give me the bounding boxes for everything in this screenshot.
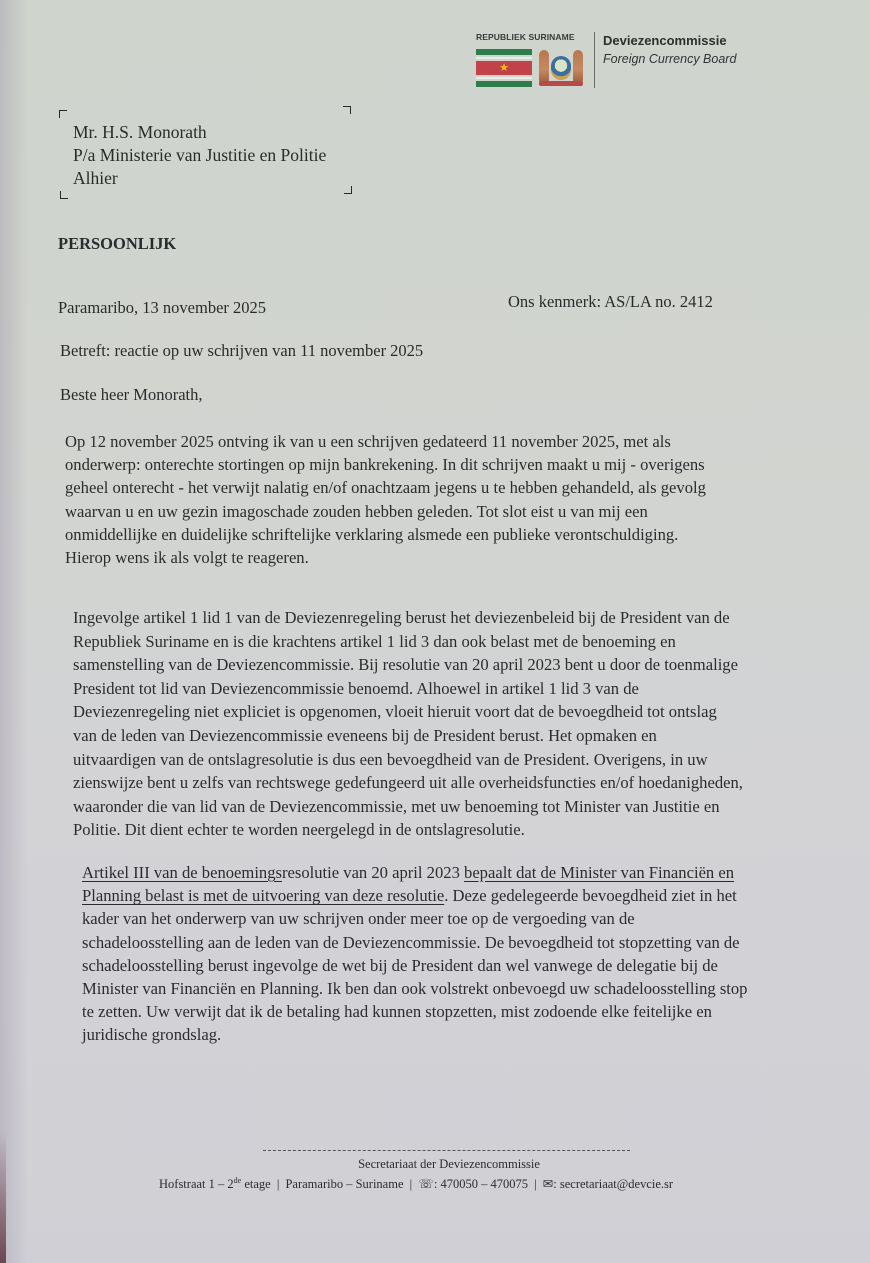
footer-organization [0, 1157, 870, 1172]
paragraph-line: Minister van Financiën en Planning. Ik ben dan ook volstrekt onbevoegd uw schadeloosstelling stop [82, 979, 748, 999]
paragraph-line: schadeloosstelling berust ingevolge de wet bij de President dan wel vanwege de delegatie bij de [82, 955, 718, 975]
paragraph-line [82, 884, 747, 907]
paragraph-line: Op 12 november 2025 ontving ik van u een schrijven gedateerd 11 november 2025, met als [65, 432, 671, 451]
footer-organization-name: Secretariaat der Deviezencommissie [358, 1157, 540, 1171]
letterhead-emblem-block [476, 30, 590, 88]
footer-separator: | [276, 1177, 280, 1192]
paragraph-line: waaronder die van lid van de Deviezencommissie, met uw benoeming tot Minister van Justitie en [73, 796, 720, 816]
footer-separator: | [534, 1177, 537, 1192]
paragraph-line: Ingevolge artikel 1 lid 1 van de Deviezenregeling berust het deviezenbeleid bij de President van de [73, 608, 730, 627]
underlined-text: Artikel III van de benoemings [82, 863, 282, 882]
classification-label: PERSOONLIJK [58, 234, 177, 253]
paragraph-line: geheel onterecht - het verwijt nalatig en/of onachtzaam jegens u te hebben gehandeld, als gevolg [65, 478, 706, 498]
paragraph-line: Politie. Dit dient echter te worden neergelegd in de ontslagresolutie. [73, 820, 525, 840]
paragraph-line: juridische grondslag. [82, 1025, 222, 1045]
recipient-location: Alhier [73, 168, 118, 188]
paragraph-line: van de leden van Deviezencommissie eveneens bij de President berust. Het opmaken en [73, 725, 657, 745]
underlined-text: bepaalt dat de Minister van Financiën en [464, 863, 735, 882]
underlined-text: Planning belast is met de uitvoering van deze resolutie [82, 886, 445, 906]
phone-icon: ☏ [418, 1177, 434, 1192]
subject-line: Betreft: reactie op uw schrijven van 11 november 2025 [60, 341, 424, 360]
paragraph-1 [65, 430, 706, 569]
suriname-coat-of-arms-icon [537, 48, 585, 88]
organization-name: Deviezencommissie [603, 33, 727, 48]
paragraph-2 [73, 606, 743, 842]
paragraph-3 [82, 861, 747, 1047]
paragraph-line: Republiek Suriname en is die krachtens artikel 1 lid 3 dan ook belast met de benoeming en [73, 631, 676, 651]
place-date: Paramaribo, 13 november 2025 [58, 298, 267, 317]
recipient-care-of: P/a Ministerie van Justitie en Politie [73, 145, 327, 165]
letterhead-divider [594, 32, 595, 88]
country-label: REPUBLIEK SURINAME [476, 32, 575, 42]
paragraph-line: Hierop wens ik als volgt te reageren. [65, 548, 309, 568]
footer-floor: etage [241, 1177, 271, 1192]
paragraph-line: President tot lid van Deviezencommissie benoemd. Alhoewel in artikel 1 lid 3 van de [73, 678, 639, 698]
mail-icon: ✉ [542, 1177, 554, 1192]
salutation: Beste heer Monorath, [60, 385, 203, 404]
emblems [476, 48, 590, 88]
paragraph-line: te zetten. Uw verwijt dat ik de betaling had kunnen stopzetten, mist zodoende elke feitelijke en [82, 1002, 712, 1022]
footer-phone: : 470050 – 470075 [433, 1177, 529, 1192]
address-corner-bottom-left-icon [60, 191, 68, 199]
recipient-address [73, 121, 326, 190]
page-shadow [0, 0, 28, 1263]
footer-floor-suffix: de [233, 1176, 242, 1185]
paragraph-line: uitvaardigen van de ontslagresolutie is dus een bevoegdheid van de President. Overigens, in uw [73, 749, 708, 769]
recipient-name: Mr. H.S. Monorath [73, 122, 207, 142]
paragraph-line: zienswijze bent u zelfs van rechtswege gedefungeerd uit alle overheidsfuncties en/of hoedanigheden, [73, 773, 743, 793]
paragraph-line: samenstelling van de Deviezencommissie. Bij resolutie van 20 april 2023 bent u door de toenmalige [73, 655, 738, 675]
footer-divider [263, 1150, 630, 1151]
plain-text: . Deze gedelegeerde bevoegdheid ziet in het [444, 886, 737, 906]
reference-number: Ons kenmerk: AS/LA no. 2412 [508, 292, 713, 311]
footer-separator: | [409, 1177, 413, 1192]
paragraph-line: onmiddellijke en duidelijke schriftelijke verklaring alsmede een publieke verontschuldiging. [65, 524, 679, 544]
background-edge [0, 1133, 6, 1263]
letterhead-organization [603, 30, 736, 68]
suriname-flag-icon: ★ [476, 49, 532, 87]
address-corner-top-right-icon [343, 106, 351, 114]
address-corner-bottom-right-icon [344, 186, 352, 194]
footer-street: Hofstraat 1 – 2 [159, 1177, 234, 1192]
paragraph-line: waarvan u en uw gezin imagoschade zouden hebben geleden. Tot slot eist u van mij een [65, 501, 648, 521]
footer-email: : secretariaat@devcie.sr [553, 1177, 674, 1192]
paragraph-line: Deviezenregeling niet expliciet is opgenomen, vloeit hieruit voort dat de bevoegdheid tot ontslag [73, 702, 717, 722]
paragraph-line: onderwerp: onterechte stortingen op mijn bankrekening. In dit schrijven maakt u mij - overigens [65, 455, 705, 475]
letterhead [476, 30, 736, 88]
organization-name-english: Foreign Currency Board [603, 52, 737, 66]
plain-text: resolutie van 20 april 2023 [281, 863, 465, 882]
address-corner-top-left-icon [59, 110, 67, 118]
paragraph-line: kader van het onderwerp van uw schrijven onder meer toe op de vergoeding van de [82, 909, 635, 929]
paragraph-line: schadeloosstelling aan de leden van de Deviezencommissie. De bevoegdheid tot stopzetting van de [82, 932, 740, 952]
footer-contact [159, 1176, 673, 1192]
footer-city: Paramaribo – Suriname [285, 1177, 404, 1192]
paragraph-line [82, 861, 747, 884]
